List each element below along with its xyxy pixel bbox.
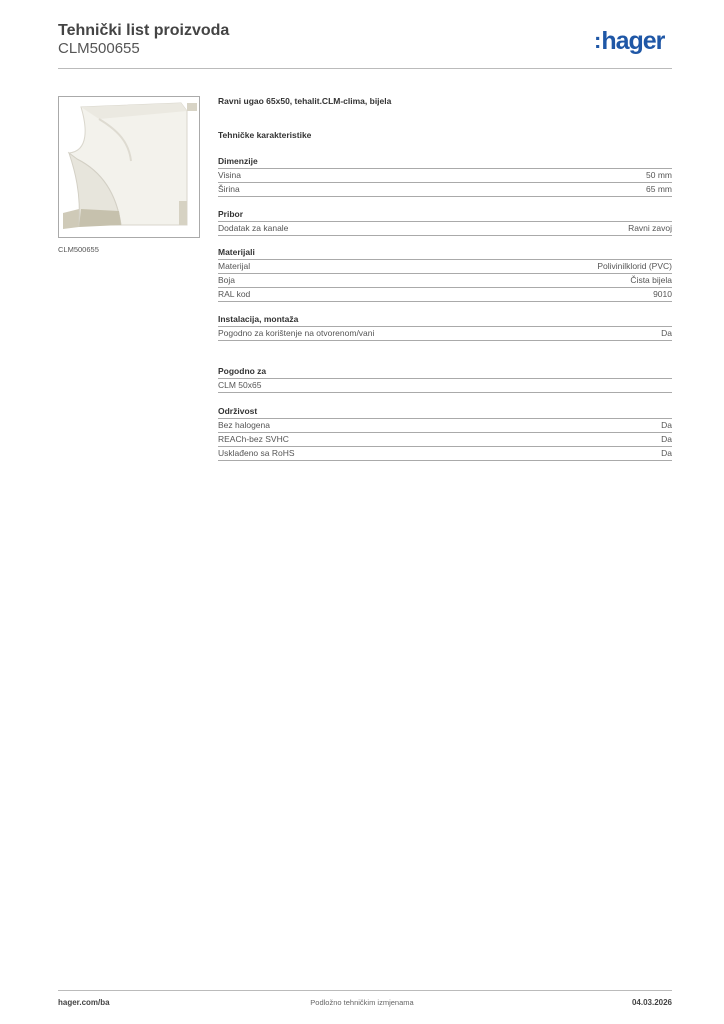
spec-row (218, 433, 672, 447)
spec-label: Pogodno za korištenje na otvorenom/vani (218, 328, 375, 338)
spec-label: CLM 50x65 (218, 380, 262, 390)
spec-label: Bez halogena (218, 420, 270, 430)
footer-divider (58, 990, 672, 991)
spec-row (218, 419, 672, 433)
logo-dots: : (594, 28, 601, 53)
hager-logo (594, 27, 664, 56)
spec-label: Boja (218, 275, 236, 285)
spec-value: Polivinilklorid (PVC) (597, 261, 672, 271)
footer-note: Podložno tehničkim izmjenama (310, 998, 414, 1007)
spec-value: Ravni zavoj (628, 223, 672, 233)
spec-label: Širina (218, 184, 240, 194)
spec-label: Usklađeno sa RoHS (218, 448, 295, 458)
spec-label: Materijal (218, 261, 251, 271)
spec-label: REACh-bez SVHC (218, 434, 289, 444)
spec-value: Čista bijela (630, 275, 672, 285)
spec-row (218, 447, 672, 461)
section-heading: Pogodno za (218, 366, 672, 379)
section-heading: Održivost (218, 406, 672, 419)
spec-row (218, 379, 672, 393)
spec-row (218, 260, 672, 274)
spec-value: 65 mm (646, 184, 672, 194)
spec-value: Da (661, 328, 672, 338)
tech-heading: Tehničke karakteristike (218, 130, 312, 140)
footer-date: 04.03.2026 (631, 998, 672, 1007)
spec-row (218, 288, 672, 302)
logo-text: hager (601, 27, 665, 55)
image-caption: CLM500655 (58, 245, 99, 254)
spec-value: Da (661, 434, 672, 444)
spec-row (218, 274, 672, 288)
spec-row (218, 183, 672, 197)
spec-value: 9010 (653, 289, 672, 299)
page-subtitle: CLM500655 (58, 40, 140, 57)
spec-label: Dodatak za kanale (218, 223, 289, 233)
section-heading: Materijali (218, 247, 672, 260)
spec-value: Da (661, 420, 672, 430)
header-divider (58, 68, 672, 69)
footer-website: hager.com/ba (58, 998, 110, 1007)
spec-label: RAL kod (218, 289, 251, 299)
spec-value: Da (661, 448, 672, 458)
page-title: Tehnički list proizvoda (58, 22, 230, 39)
spec-row (218, 327, 672, 341)
section-heading: Pribor (218, 209, 672, 222)
spec-row (218, 169, 672, 183)
product-name: Ravni ugao 65x50, tehalit.CLM-clima, bijela (218, 96, 392, 106)
spec-label: Visina (218, 170, 241, 180)
section-heading: Dimenzije (218, 156, 672, 169)
spec-row (218, 222, 672, 236)
spec-value: 50 mm (646, 170, 672, 180)
product-image (58, 96, 200, 238)
product-illustration (59, 97, 199, 237)
section-heading: Instalacija, montaža (218, 314, 672, 327)
